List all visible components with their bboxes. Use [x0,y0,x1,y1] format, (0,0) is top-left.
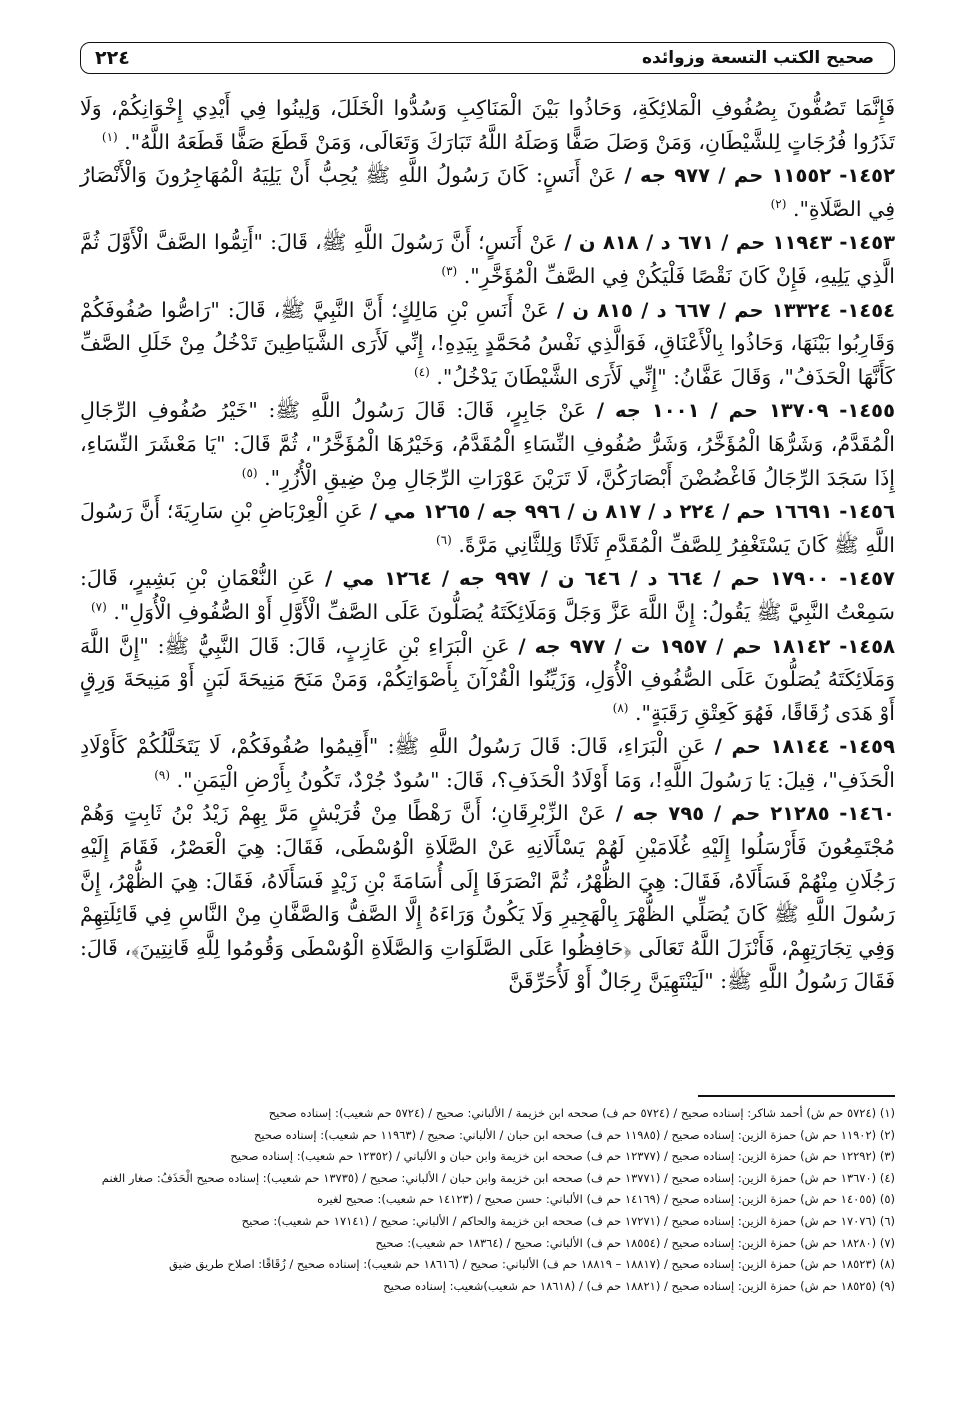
hadith-paragraph [80,159,895,226]
footnote: (٤) (١٣٦٧٠ حم ش) حمزة الزين: إسناده صحيح / (١٣٧٧١ حم ف) صححه ابن خزيمة وابن حبان / الألباني: صحيح / (١٣٧٣٥ حم شعيب): إسناده صحيح الْحَذَفُ: صغار الغنم [101,1170,895,1185]
hadith-text: عَنِ الْبَرَاءِ، قَالَ: قَالَ رَسُولُ اللَّهِ ﷺ: "أَقِيمُوا صُفُوفَكُمْ، لَا يَتَخَلَّلُكُمْ كَأَوْلَادِ الْحَذَفِ"، قِيلَ: يَا رَسُولَ اللَّهِ!، وَمَا أَوْلَادُ الْحَذَفِ؟، قَالَ: "سُودٌ جُرْدٌ، تَكُونُ بِأَرْضِ الْيَمَنِ". [80,734,895,792]
hadith-text: عَنِ النُّعْمَانِ بْنِ بَشِيرٍ، قَالَ: سَمِعْتُ النَّبِيَّ ﷺ يَقُولُ: إِنَّ اللَّهَ عَزَّ وَجَلَّ وَمَلَائِكَتَهُ يُصَلُّونَ عَلَى الصَّفِّ الْأَوَّلِ أَوْ الصُّفُوفِ الْأُوَلِ". [80,566,895,624]
hadith-text: فَإِنَّمَا تَصُفُّونَ بِصُفُوفِ الْمَلائِكَةِ، وَحَاذُوا بَيْنَ الْمَنَاكِبِ وَسُدُّوا الْخَلَلَ، وَلِينُوا فِي أَيْدِي إِخْوَانِكُمْ، وَلَا تَذَرُوا فُرُجَاتٍ لِلشَّيْطَانِ، وَمَنْ وَصَلَ صَفًّا وَصَلَهُ اللَّهُ تَبَارَكَ وَتَعَالَى، وَمَنْ قَطَعَ صَفًّا قَطَعَهُ اللَّهُ". [80,96,895,154]
running-header [80,42,895,74]
hadith-refs: ١٦٦٩١ حم / ٢٢٤ د / ٨١٧ ن / ٩٩٦ جه / ١٢٦٥ مي / [369,500,833,524]
hadith-paragraph [80,562,895,629]
footnote: (٧) (١٨٢٨٠ حم ش) حمزة الزين: إسناده صحيح / (١٨٥٥٤ حم ف) الألباني: صحيح / (١٨٣٦٤ حم شعيب): صحيح [375,1235,895,1250]
hadith-number: ١٤٥٤- [839,298,895,322]
footnote: (٢) (١١٩٠٢ حم ش) حمزة الزين: إسناده صحيح / (١١٩٨٥ حم ف) صححه ابن حبان / الألباني: صحيح / (١١٩٦٣ حم شعيب): إسناده صحيح [253,1127,895,1142]
hadith-text: عَنِ الْعِرْبَاضِ بْنِ سَارِيَةَ؛ أَنَّ رَسُولَ اللَّهِ ﷺ كَانَ يَسْتَغْفِرُ لِلصَّفِّ الْمُقَدَّمِ ثَلَاثًا وَلِلثَّانِي مَرَّةً. [80,499,895,557]
hadith-paragraph [80,730,895,797]
footnote: (٥) (١٤٠٥٥ حم ش) حمزة الزين: إسناده صحيح / (١٤١٦٩ حم ف) الألباني: حسن صحيح / (١٤١٢٣ حم شعيب): صحيح لغيره [317,1192,895,1207]
hadith-text: عَنْ أَنَسٍ؛ أَنَّ رَسُولَ اللَّهِ ﷺ، قَالَ: "أَتِمُّوا الصَّفَّ الْأَوَّلَ ثُمَّ الَّذِي يَلِيهِ، فَإِنْ كَانَ نَقْصًا فَلْيَكُنْ فِي الصَّفِّ الْمُؤَخَّرِ". [80,230,895,288]
footnote: (٩) (١٨٥٢٥ حم ش) حمزة الزين: إسناده صحيح / (١٨٨٢١ حم ف) / (١٨٦١٨ حم شعيب)شعيب: إسناده صحيح [383,1278,895,1293]
hadith-paragraph [80,495,895,562]
main-text [80,92,895,999]
footnote-ref: (٩) [154,768,171,783]
footnote: (٦) (١٧٠٧٦ حم ش) حمزة الزين: إسناده صحيح / (١٧٢٧١ حم ف) صححه ابن خزيمة والحاكم / الألباني: صحيح / (١٧١٤١ حم شعيب): صحيح [241,1213,895,1228]
hadith-text: عَنْ جَابِرٍ، قَالَ: قَالَ رَسُولُ اللَّهِ ﷺ: "خَيْرُ صُفُوفِ الرِّجَالِ الْمُقَدَّمُ، وَشَرُّهَا الْمُؤَخَّرُ، وَشَرُّ صُفُوفِ النِّسَاءِ الْمُقَدَّمُ، وَخَيْرُهَا الْمُؤَخَّرُ"، ثُمَّ قَالَ: "يَا مَعْشَرَ النِّسَاءِ، إِذَا سَجَدَ الرِّجَالُ فَاغْضُضْنَ أَبْصَارَكُنَّ، لَا تَرَيْنَ عَوْرَاتِ الرِّجَالِ مِنْ ضِيقِ الْأُزُرِ". [80,398,895,490]
hadith-refs: ١٨١٤٢ حم / ١٩٥٧ ت / ٩٧٧ جه / [518,634,831,658]
hadith-text: عَنْ الزِّبْرِقَانِ؛ أَنَّ رَهْطًا مِنْ قُرَيْشٍ مَرَّ بِهِمْ زَيْدُ بْنُ ثَابِتٍ وَهُمْ مُجْتَمِعُونَ فَأَرْسَلُوا إِلَيْهِ غُلَامَيْنِ لَهُمْ يَسْأَلَانِهِ عَنْ الصَّلَاةِ الْوُسْطَى، فَقَالَ: هِيَ الْعَصْرُ، فَقَامَ إِلَيْهِ رَجُلَانِ مِنْهُمْ فَسَأَلَاهُ، فَقَالَ: هِيَ الظُّهْرُ، ثُمَّ انْصَرَفَا إِلَى أُسَامَةَ بْنِ زَيْدٍ فَسَأَلَاهُ، فَقَالَ: هِيَ الظُّهْرُ، إِنَّ رَسُولَ اللَّهِ ﷺ كَانَ يُصَلِّي الظُّهْرَ بِالْهَجِيرِ وَلَا يَكُونُ وَرَاءَهُ إِلَّا الصَّفُّ وَالصَّفَّانِ مِنْ النَّاسِ فِي قَائِلَتِهِمْ وَفِي تِجَارَتِهِمْ، فَأَنْزَلَ اللَّهُ تَعَالَى ﴿حَافِظُوا عَلَى الصَّلَوَاتِ وَالصَّلَاةِ الْوُسْطَى وَقُومُوا لِلَّهِ قَانِتِينَ﴾، قَالَ: فَقَالَ رَسُولُ اللَّهِ ﷺ: "لَيَنْتَهِيَنَّ رِجَالٌ أَوْ لَأُحَرِّقَنَّ [80,801,895,994]
footnote-ref: (٥) [241,465,258,480]
hadith-number: ١٤٥٣- [839,231,896,255]
footnote-ref: (١) [101,129,118,144]
hadith-paragraph [80,92,895,159]
hadith-number: ١٤٦٠- [839,802,895,826]
hadith-text: عَنِ الْبَرَاءِ بْنِ عَازِبٍ، قَالَ: قَالَ النَّبِيُّ ﷺ: "إِنَّ اللَّهَ وَمَلَائِكَتَهُ يُصَلُّونَ عَلَى الصُّفُوفِ الْأُوَلِ، وَزَيِّنُوا الْقُرْآنَ بِأَصْوَاتِكُمْ، وَمَنْ مَنَحَ مَنِيحَةَ لَبَنٍ أَوْ مَنِيحَةَ وَرِقٍ أَوْ هَدَى زُقَاقًا، فَهُوَ كَعِتْقِ رَقَبَةٍ". [80,633,895,725]
hadith-number: ١٤٥٨- [839,634,895,658]
hadith-refs: ١١٥٥٢ حم / ٩٧٧ جه / [624,164,832,188]
footnote-separator [698,1095,895,1097]
hadith-number: ١٤٥٥- [839,399,895,423]
hadith-text: عَنْ أَنَسٍ: كَانَ رَسُولُ اللَّهِ ﷺ يُحِبُّ أَنْ يَلِيَهُ الْمُهَاجِرُونَ وَالْأَنْصَارُ فِي الصَّلَاةِ". [80,163,895,221]
hadith-refs: ١١٩٤٣ حم / ٦٧١ د / ٨١٨ ن / [564,231,833,255]
hadith-paragraph [80,394,895,495]
hadith-number: ١٤٥٢- [839,164,895,188]
book-title: صحيح الكتب التسعة وزوائده [642,48,874,68]
hadith-refs: ١٨١٤٤ حم / [714,735,830,759]
footnote-ref: (٢) [770,196,787,211]
hadith-text: عَنْ أَنَسِ بْنِ مَالِكٍ؛ أَنَّ النَّبِيَّ ﷺ، قَالَ: "رَاصُّوا صُفُوفَكُمْ وَقَارِبُوا بَيْنَهَا، وَحَاذُوا بِالْأَعْنَاقِ، فَوَالَّذِي نَفْسُ مُحَمَّدٍ بِيَدِهِ!، إِنِّي لَأَرَى الشَّيَاطِينَ تَدْخُلُ مِنْ خَلَلِ الصَّفِّ كَأَنَّهَا الْحَذَفُ"، وَقَالَ عَفَّانُ: "إِنِّي لَأَرَى الشَّيْطَانَ يَدْخُلُ". [80,297,895,389]
footnote: (١) (٥٧٢٤ حم ش) أحمد شاكر: إسناده صحيح / (٥٧٢٤ حم ف) صححه ابن خزيمة / الألباني: صحيح / (٥٧٢٤ حم شعيب): إسناده صحيح [268,1106,895,1120]
hadith-refs: ٢١٢٨٥ حم / ٧٩٥ جه / [615,802,830,826]
hadith-paragraph [80,226,895,293]
hadith-number: ١٤٥٧- [839,567,895,591]
hadith-number: ١٤٥٩- [839,735,895,759]
hadith-refs: ١٣٣٢٤ حم / ٦٦٧ د / ٨١٥ ن / [556,298,832,322]
hadith-refs: ١٧٩٠٠ حم / ٦٦٤ د / ٦٤٦ ن / ٩٩٧ جه / ١٢٦٤ مي / [325,567,830,591]
footnotes [80,1103,895,1297]
hadith-refs: ١٣٧٠٩ حم / ١٠٠١ جه / [596,399,829,423]
hadith-paragraph [80,797,895,999]
footnote-ref: (٤) [414,364,430,379]
footnote: (٣) (١٢٢٩٢ حم ش) حمزة الزين: إسناده صحيح / (١٢٣٧٧ حم ف) صححه ابن خزيمة وابن حبان و الألباني / (١٢٣٥٢ حم شعيب): إسناده صحيح [230,1149,895,1164]
hadith-paragraph [80,630,895,731]
footnote: (٨) (١٨٥٢٣ حم ش) حمزة الزين: إسناده صحيح / (١٨٨١٧ – ١٨٨١٩ حم ف) الألباني: صحيح / (١٨٦١٦ حم شعيب): إسناده صحيح / زُقَاقًا: اصلاح طريق ضيق [168,1257,895,1272]
footnote-ref: (٣) [441,264,458,279]
footnote-ref: (٨) [612,700,629,715]
hadith-paragraph [80,294,895,395]
footnote-ref: (٧) [90,600,107,615]
footnote-ref: (٦) [435,532,452,547]
hadith-number: ١٤٥٦- [839,500,895,524]
page-number: ٢٢٤ [95,47,130,69]
